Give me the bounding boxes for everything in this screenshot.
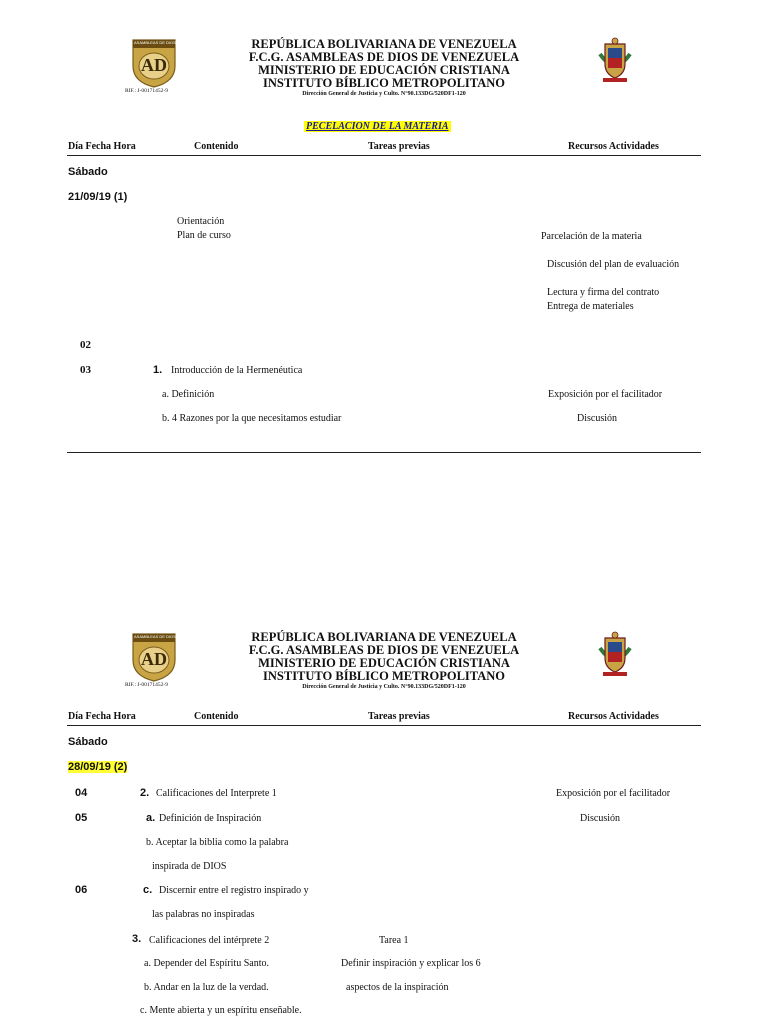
day-label-2: Sábado bbox=[68, 736, 108, 748]
resource-discusion-plan: Discusión del plan de evaluación bbox=[547, 259, 680, 270]
col2-recursos-actividades: Recursos Actividades bbox=[568, 711, 659, 722]
homework-line2: aspectos de la inspiración bbox=[346, 982, 449, 993]
col2-contenido: Contenido bbox=[194, 711, 239, 722]
col2-dia-fecha-hora: Día Fecha Hora bbox=[68, 711, 136, 722]
resource-discusion-2: Discusión bbox=[580, 813, 620, 824]
header-line-1: REPÚBLICA BOLIVARIANA DE VENEZUELA bbox=[251, 37, 517, 51]
col-dia-fecha-hora: Día Fecha Hora bbox=[68, 141, 136, 152]
hour-04: 04 bbox=[75, 787, 88, 799]
item-2b-line1: b. Aceptar la biblia como la palabra bbox=[146, 837, 289, 848]
item-2c-line2: las palabras no inspiradas bbox=[152, 909, 255, 920]
date-label-2: 28/09/19 (2) bbox=[68, 761, 128, 773]
resource-discusion-1: Discusión bbox=[577, 413, 617, 424]
item-2-number: 2. bbox=[140, 787, 150, 799]
page-title bbox=[304, 116, 451, 134]
item-2c-letter: c. bbox=[143, 884, 153, 896]
section-end-rule bbox=[67, 452, 701, 453]
header-line-2: F.C.G. ASAMBLEAS DE DIOS DE VENEZUELA bbox=[248, 50, 520, 64]
date-label-1: 21/09/19 (1) bbox=[68, 191, 128, 203]
item-3-text: Calificaciones del intérprete 2 bbox=[149, 935, 270, 946]
institute-seal-icon-2 bbox=[594, 630, 636, 680]
col-tareas-previas: Tareas previas bbox=[368, 141, 430, 152]
item-3a: a. Depender del Espíritu Santo. bbox=[144, 958, 269, 969]
item-2a-letter: a. bbox=[146, 812, 156, 824]
header-rule-1 bbox=[67, 155, 701, 156]
header2-line-1: REPÚBLICA BOLIVARIANA DE VENEZUELA bbox=[251, 630, 517, 644]
resource-parcelacion: Parcelación de la materia bbox=[541, 231, 642, 242]
header2-line-2: F.C.G. ASAMBLEAS DE DIOS DE VENEZUELA bbox=[248, 643, 520, 657]
item-3b: b. Andar en la luz de la verdad. bbox=[144, 982, 269, 993]
hour-02: 02 bbox=[80, 339, 91, 351]
col-recursos-actividades: Recursos Actividades bbox=[568, 141, 659, 152]
logo-mark: AD bbox=[141, 55, 167, 75]
item-1a: a. Definición bbox=[162, 389, 215, 400]
item-2c-line1: Discernir entre el registro inspirado y bbox=[159, 885, 309, 896]
item-1-number: 1. bbox=[153, 364, 163, 376]
item-1-text: Introducción de la Hermenéutica bbox=[171, 365, 303, 376]
header-line-4: INSTITUTO BÍBLICO METROPOLITANO bbox=[263, 76, 505, 90]
header2-line-3: MINISTERIO DE EDUCACIÓN CRISTIANA bbox=[258, 656, 510, 670]
resource-lectura: Lectura y firma del contrato bbox=[547, 287, 660, 298]
header-line-3: MINISTERIO DE EDUCACIÓN CRISTIANA bbox=[258, 63, 510, 77]
hour-03: 03 bbox=[80, 364, 91, 376]
header2-line-5: Dirección General de Justicia y Culto. N°90.133DG/520DF1-120 bbox=[302, 684, 466, 690]
header2-line-4: INSTITUTO BÍBLICO METROPOLITANO bbox=[263, 669, 505, 683]
logo-banner-text: ASAMBLEAS DE DIOS bbox=[134, 40, 176, 45]
hour-05: 05 bbox=[75, 812, 88, 824]
col-contenido: Contenido bbox=[194, 141, 239, 152]
header-rule-2 bbox=[67, 725, 701, 726]
logo-banner-text-2: ASAMBLEAS DE DIOS bbox=[134, 634, 176, 639]
item-3c: c. Mente abierta y un espíritu enseñable. bbox=[140, 1005, 302, 1016]
page-title-text: PECELACION DE LA MATERIA bbox=[306, 121, 449, 132]
resource-exposicion-2: Exposición por el facilitador bbox=[556, 788, 671, 799]
col2-tareas-previas: Tareas previas bbox=[368, 711, 430, 722]
homework-line1: Definir inspiración y explicar los 6 bbox=[341, 958, 481, 969]
content-orientacion: Orientación bbox=[177, 216, 225, 227]
content-plan-curso: Plan de curso bbox=[177, 230, 231, 241]
institute-seal-icon bbox=[594, 36, 636, 86]
homework-title: Tarea 1 bbox=[379, 935, 409, 946]
item-2a-text: Definición de Inspiración bbox=[159, 813, 262, 824]
item-2b-line2: inspirada de DIOS bbox=[152, 861, 227, 872]
day-label-1: Sábado bbox=[68, 166, 108, 178]
hour-06: 06 bbox=[75, 884, 88, 896]
item-2-text: Calificaciones del Interprete 1 bbox=[156, 788, 277, 799]
item-3-number: 3. bbox=[132, 933, 142, 945]
rif-number-2: RIF.: J-00171452-9 bbox=[125, 682, 168, 688]
logo-mark-2: AD bbox=[141, 649, 167, 669]
item-1b: b. 4 Razones por la que necesitamos estudiar bbox=[162, 413, 342, 424]
resource-entrega: Entrega de materiales bbox=[547, 301, 634, 312]
rif-number: RIF.: J-00171452-9 bbox=[125, 88, 168, 94]
resource-exposicion-1: Exposición por el facilitador bbox=[548, 389, 663, 400]
header-line-5: Dirección General de Justicia y Culto. N°90.133DG/520DF1-120 bbox=[302, 91, 466, 97]
